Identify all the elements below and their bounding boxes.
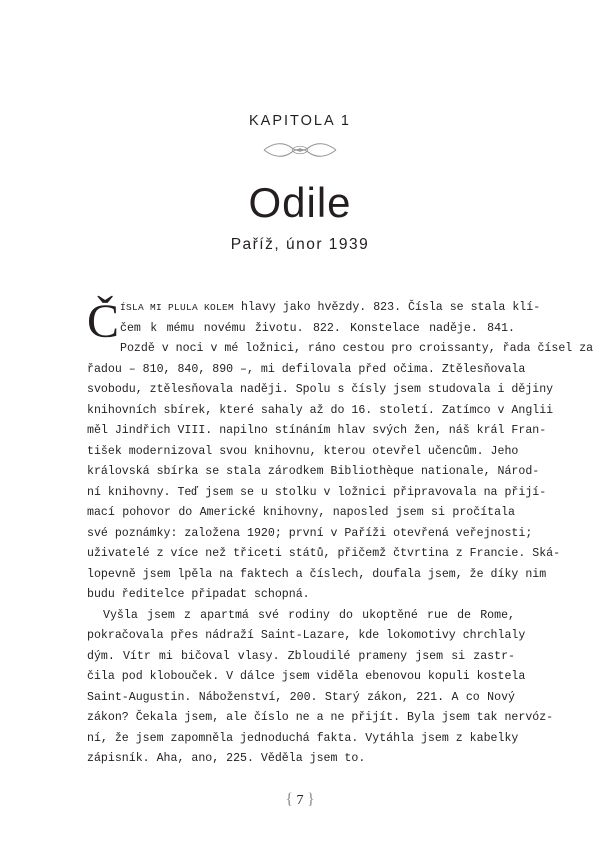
- text-line: lopevně jsem lpěla na faktech a číslech, doufala jsem, že díky nim: [87, 567, 547, 581]
- text-line-1: ÍSLA MI PLULA KOLEM hlavy jako hvězdy. 823. Čísla se stala klí-: [120, 301, 541, 314]
- text-line: své poznámky: založena 1920; první v Paříži otevřená veřejnosti;: [87, 526, 533, 540]
- text-line: tišek modernizoval svou knihovnu, kterou otevřel učencům. Jeho: [87, 444, 519, 458]
- text-line: zákon? Čekala jsem, ale číslo ne a ne přijít. Byla jsem tak nervóz-: [87, 711, 554, 724]
- page-number-value: 7: [296, 793, 304, 808]
- text-line: řadou – 810, 840, 890 –, mi defilovala před očima. Ztělesňovala: [87, 362, 526, 376]
- text-line: Vyšla jsem z apartmá své rodiny do ukoptěné rue de Rome,: [103, 608, 515, 622]
- text-line: mací pohovor do Americké knihovny, naposled jsem si pročítala: [87, 506, 515, 519]
- text-line: knihovních sbírek, které sahaly až do 16. století. Zatímco v Anglii: [87, 403, 554, 417]
- text-line: královská sbírka se stala zárodkem Bibliothèque nationale, Národ-: [87, 465, 540, 478]
- text-line: čila pod klobouček. V dálce jsem viděla ebenovou kopuli kostela: [87, 670, 526, 683]
- text-line: zápisník. Aha, ano, 225. Věděla jsem to.: [87, 752, 366, 765]
- text-line: pokračovala přes nádraží Saint-Lazare, kde lokomotivy chrchlaly: [87, 629, 526, 642]
- body-text: [87, 295, 594, 770]
- chapter-title: Odile: [248, 179, 352, 226]
- text-line: uživatelé z více než třiceti států, přičemž čtvrtina z Francie. Ská-: [87, 547, 561, 560]
- text-line: ní knihovny. Teď jsem se u stolku v ložnici připravovala na přijí-: [87, 485, 547, 499]
- chapter-subtitle: Paříž, únor 1939: [230, 236, 370, 253]
- text-line: čem k mému novému životu. 822. Konstelace naděje. 841.: [120, 321, 515, 335]
- drop-cap: Č: [87, 295, 120, 348]
- text-line: svobodu, ztělesňovala naději. Spolu s čísly jsem studovala i dějiny: [87, 383, 554, 396]
- page-number: [0, 791, 600, 809]
- text-line: ní, že jsem zapomněla jednoduchá fakta. Vytáhla jsem z kabelky: [87, 731, 519, 745]
- folio-left-brace: {: [285, 791, 293, 808]
- folio-right-brace: }: [307, 791, 315, 808]
- text-line: Pozdě v noci v mé ložnici, ráno cestou pro croissanty, řada čísel za: [120, 342, 594, 355]
- flourish-ornament-icon: [262, 138, 338, 162]
- text-line: Saint-Augustin. Náboženství, 200. Starý zákon, 221. A co Nový: [87, 690, 515, 704]
- text-line: dým. Vítr mi bičoval vlasy. Zbloudilé prameny jsem si zastr-: [87, 649, 515, 663]
- opening-smallcaps: ÍSLA MI PLULA KOLEM: [120, 302, 235, 313]
- chapter-label: KAPITOLA 1: [249, 113, 351, 129]
- text-line: budu ředitelce připadat schopná.: [87, 588, 310, 601]
- text-line: měl Jindřich VIII. napilno stínáním hlav svých žen, náš král Fran-: [87, 424, 547, 437]
